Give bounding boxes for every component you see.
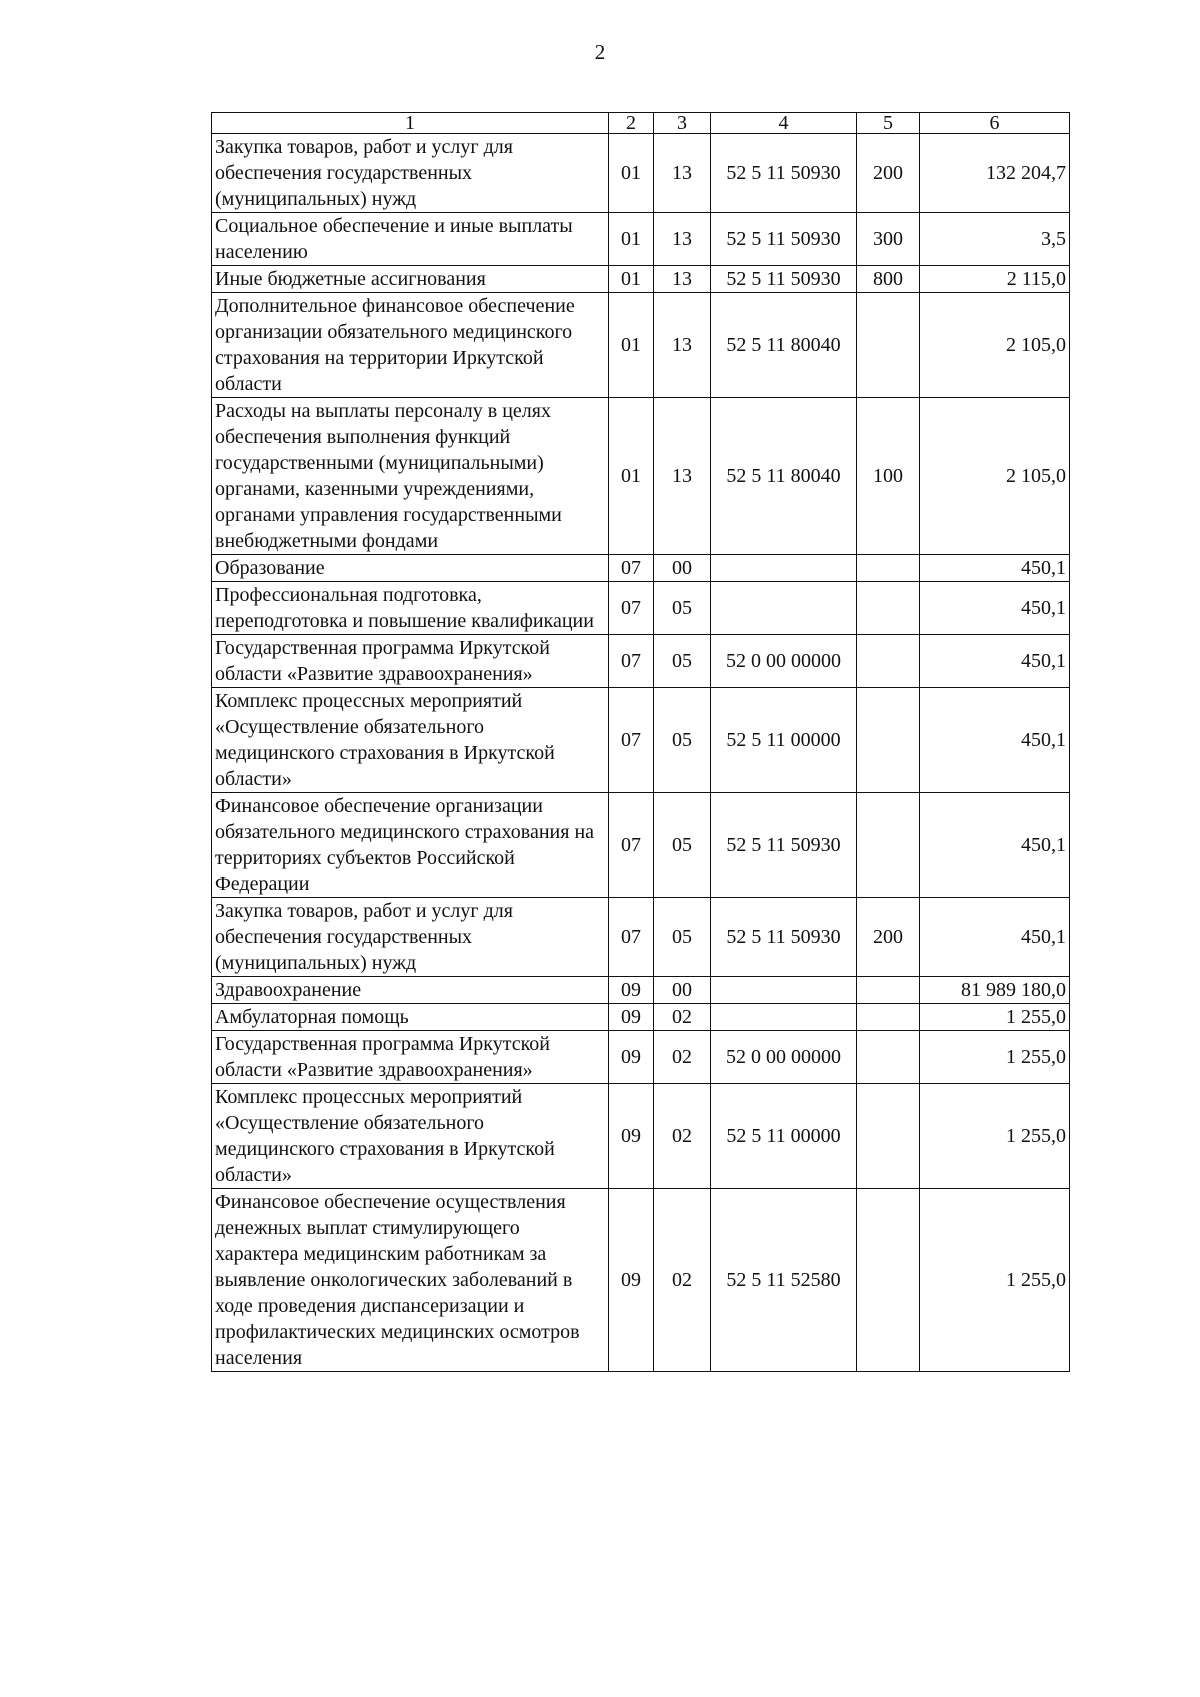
- row-subsection: 13: [654, 398, 711, 555]
- row-section: 07: [609, 582, 654, 635]
- row-name: Здравоохранение: [212, 977, 609, 1004]
- row-amount: 2 115,0: [920, 266, 1070, 293]
- row-target-article: [711, 977, 857, 1004]
- row-expense-type: [857, 1004, 920, 1031]
- table-row: [212, 582, 1070, 635]
- row-section: 01: [609, 293, 654, 398]
- table-row: [212, 398, 1070, 555]
- row-target-article: [711, 582, 857, 635]
- row-subsection: 02: [654, 1189, 711, 1372]
- row-section: 07: [609, 898, 654, 977]
- row-name: Закупка товаров, работ и услуг для обеспечения государственных (муниципальных) нужд: [212, 898, 609, 977]
- row-target-article: 52 0 00 00000: [711, 635, 857, 688]
- row-name: Социальное обеспечение и иные выплаты населению: [212, 213, 609, 266]
- row-expense-type: [857, 1084, 920, 1189]
- row-amount: 81 989 180,0: [920, 977, 1070, 1004]
- row-target-article: 52 5 11 50930: [711, 793, 857, 898]
- row-expense-type: 800: [857, 266, 920, 293]
- row-expense-type: 200: [857, 134, 920, 213]
- row-expense-type: [857, 688, 920, 793]
- row-subsection: 05: [654, 582, 711, 635]
- row-subsection: 00: [654, 555, 711, 582]
- row-name: Амбулаторная помощь: [212, 1004, 609, 1031]
- row-name: Образование: [212, 555, 609, 582]
- row-expense-type: [857, 582, 920, 635]
- row-subsection: 05: [654, 635, 711, 688]
- row-subsection: 13: [654, 213, 711, 266]
- row-section: 09: [609, 1031, 654, 1084]
- row-target-article: 52 5 11 50930: [711, 134, 857, 213]
- page-number: 2: [594, 40, 606, 64]
- row-section: 01: [609, 266, 654, 293]
- row-section: 09: [609, 977, 654, 1004]
- row-amount: 2 105,0: [920, 398, 1070, 555]
- row-target-article: 52 5 11 80040: [711, 398, 857, 555]
- row-subsection: 05: [654, 688, 711, 793]
- row-section: 01: [609, 213, 654, 266]
- row-target-article: 52 5 11 52580: [711, 1189, 857, 1372]
- row-name: Финансовое обеспечение осуществления денежных выплат стимулирующего характера медицинским работникам за выявление онкологических заболеваний в ходе проведения диспансеризации и профилактических медицинских осмотров населения: [212, 1189, 609, 1372]
- row-name: Дополнительное финансовое обеспечение организации обязательного медицинского страхования на территории Иркутской области: [212, 293, 609, 398]
- row-amount: 450,1: [920, 793, 1070, 898]
- row-section: 09: [609, 1004, 654, 1031]
- row-name: Финансовое обеспечение организации обязательного медицинского страхования на территориях субъектов Российской Федерации: [212, 793, 609, 898]
- row-target-article: [711, 1004, 857, 1031]
- row-subsection: 13: [654, 293, 711, 398]
- table-row: [212, 1084, 1070, 1189]
- row-amount: 2 105,0: [920, 293, 1070, 398]
- row-section: 01: [609, 134, 654, 213]
- row-expense-type: [857, 555, 920, 582]
- table-row: [212, 266, 1070, 293]
- col-header-1: 1: [212, 113, 609, 134]
- row-name: Профессиональная подготовка, переподготовка и повышение квалификации: [212, 582, 609, 635]
- row-expense-type: [857, 635, 920, 688]
- row-amount: 1 255,0: [920, 1189, 1070, 1372]
- table-row: [212, 635, 1070, 688]
- row-section: 09: [609, 1189, 654, 1372]
- table-row: [212, 213, 1070, 266]
- row-name: Государственная программа Иркутской области «Развитие здравоохранения»: [212, 1031, 609, 1084]
- row-target-article: [711, 555, 857, 582]
- row-amount: 450,1: [920, 582, 1070, 635]
- row-subsection: 05: [654, 793, 711, 898]
- row-subsection: 05: [654, 898, 711, 977]
- budget-table: [211, 112, 1070, 1372]
- row-amount: 450,1: [920, 688, 1070, 793]
- row-section: 09: [609, 1084, 654, 1189]
- row-expense-type: 200: [857, 898, 920, 977]
- header-row: [212, 113, 1070, 134]
- row-expense-type: 100: [857, 398, 920, 555]
- row-amount: 132 204,7: [920, 134, 1070, 213]
- row-expense-type: [857, 293, 920, 398]
- table-row: [212, 688, 1070, 793]
- table-row: [212, 898, 1070, 977]
- row-section: 07: [609, 688, 654, 793]
- row-target-article: 52 5 11 80040: [711, 293, 857, 398]
- row-name: Расходы на выплаты персоналу в целях обеспечения выполнения функций государственными (муниципальными) органами, казенными учреждениями, органами управления государственными внебюджетными фондами: [212, 398, 609, 555]
- row-expense-type: [857, 1189, 920, 1372]
- row-section: 07: [609, 635, 654, 688]
- row-expense-type: [857, 1031, 920, 1084]
- row-amount: 1 255,0: [920, 1004, 1070, 1031]
- row-section: 07: [609, 555, 654, 582]
- row-amount: 450,1: [920, 555, 1070, 582]
- table-row: [212, 134, 1070, 213]
- table-row: [212, 1189, 1070, 1372]
- table-row: [212, 793, 1070, 898]
- row-name: Государственная программа Иркутской области «Развитие здравоохранения»: [212, 635, 609, 688]
- col-header-6: 6: [920, 113, 1070, 134]
- row-amount: 450,1: [920, 635, 1070, 688]
- col-header-4: 4: [711, 113, 857, 134]
- row-target-article: 52 5 11 00000: [711, 1084, 857, 1189]
- table-row: [212, 977, 1070, 1004]
- row-name: Закупка товаров, работ и услуг для обеспечения государственных (муниципальных) нужд: [212, 134, 609, 213]
- row-expense-type: [857, 977, 920, 1004]
- col-header-3: 3: [654, 113, 711, 134]
- row-section: 01: [609, 398, 654, 555]
- col-header-5: 5: [857, 113, 920, 134]
- table-row: [212, 1031, 1070, 1084]
- row-name: Комплекс процессных мероприятий «Осуществление обязательного медицинского страхования в Иркутской области»: [212, 688, 609, 793]
- table-body: [212, 134, 1070, 1372]
- table-row: [212, 555, 1070, 582]
- row-target-article: 52 5 11 50930: [711, 266, 857, 293]
- row-amount: 3,5: [920, 213, 1070, 266]
- row-subsection: 13: [654, 266, 711, 293]
- row-amount: 1 255,0: [920, 1084, 1070, 1189]
- row-name: Иные бюджетные ассигнования: [212, 266, 609, 293]
- col-header-2: 2: [609, 113, 654, 134]
- row-expense-type: [857, 793, 920, 898]
- row-expense-type: 300: [857, 213, 920, 266]
- row-name: Комплекс процессных мероприятий «Осуществление обязательного медицинского страхования в Иркутской области»: [212, 1084, 609, 1189]
- row-subsection: 13: [654, 134, 711, 213]
- row-amount: 1 255,0: [920, 1031, 1070, 1084]
- row-amount: 450,1: [920, 898, 1070, 977]
- table-row: [212, 1004, 1070, 1031]
- row-section: 07: [609, 793, 654, 898]
- row-subsection: 02: [654, 1004, 711, 1031]
- row-subsection: 00: [654, 977, 711, 1004]
- row-subsection: 02: [654, 1084, 711, 1189]
- row-subsection: 02: [654, 1031, 711, 1084]
- table-row: [212, 293, 1070, 398]
- row-target-article: 52 5 11 00000: [711, 688, 857, 793]
- row-target-article: 52 5 11 50930: [711, 898, 857, 977]
- row-target-article: 52 0 00 00000: [711, 1031, 857, 1084]
- row-target-article: 52 5 11 50930: [711, 213, 857, 266]
